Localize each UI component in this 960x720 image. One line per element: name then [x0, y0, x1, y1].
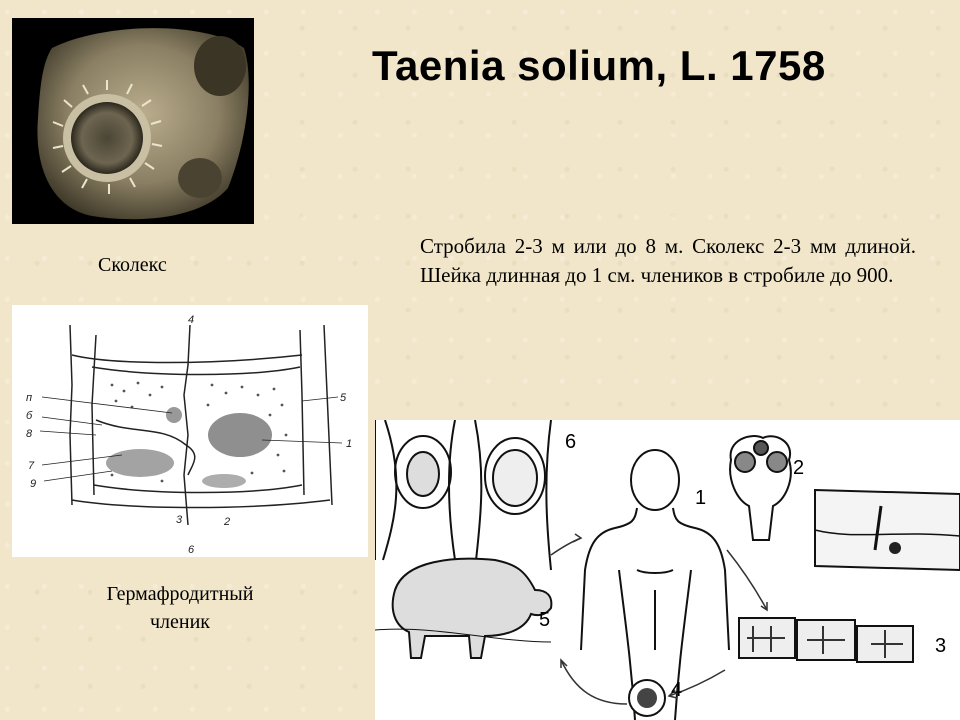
stage-number-6: 6 — [565, 431, 577, 453]
stage-number-2: 2 — [793, 457, 805, 479]
segment-label: 4 — [188, 314, 195, 326]
stage-number-1: 1 — [695, 487, 707, 509]
proglottid-illustration — [815, 490, 960, 570]
life-cycle-diagram — [375, 420, 960, 720]
stage-number-4: 4 — [671, 679, 683, 701]
scolex-caption: Сколекс — [98, 254, 167, 276]
egg-illustration — [629, 680, 665, 716]
page-title: Taenia solium, L. 1758 — [372, 42, 826, 89]
segment-label: 5 — [340, 392, 347, 404]
segment-label: 2 — [224, 516, 231, 528]
segment-label: 8 — [26, 428, 33, 440]
segment-caption: Гермафродитный членик — [106, 583, 254, 633]
segment-label: 7 — [28, 460, 35, 472]
segment-label: п — [26, 392, 33, 404]
description-text: Стробила 2-3 м или до 8 м. Сколекс 2-3 мм длиной. Шейка длинная до 1 см. члеников в стробиле до 900. — [420, 234, 916, 287]
segment-label: 1 — [346, 438, 353, 450]
stage-number-3: 3 — [935, 635, 947, 657]
scolex-photo — [12, 18, 254, 224]
stage-number-5: 5 — [539, 609, 551, 631]
segment-drawing — [12, 305, 368, 557]
segment-label: 3 — [176, 514, 183, 526]
segment-label: б — [26, 410, 33, 422]
segment-label: 6 — [188, 544, 195, 556]
segment-label: 9 — [30, 478, 37, 490]
